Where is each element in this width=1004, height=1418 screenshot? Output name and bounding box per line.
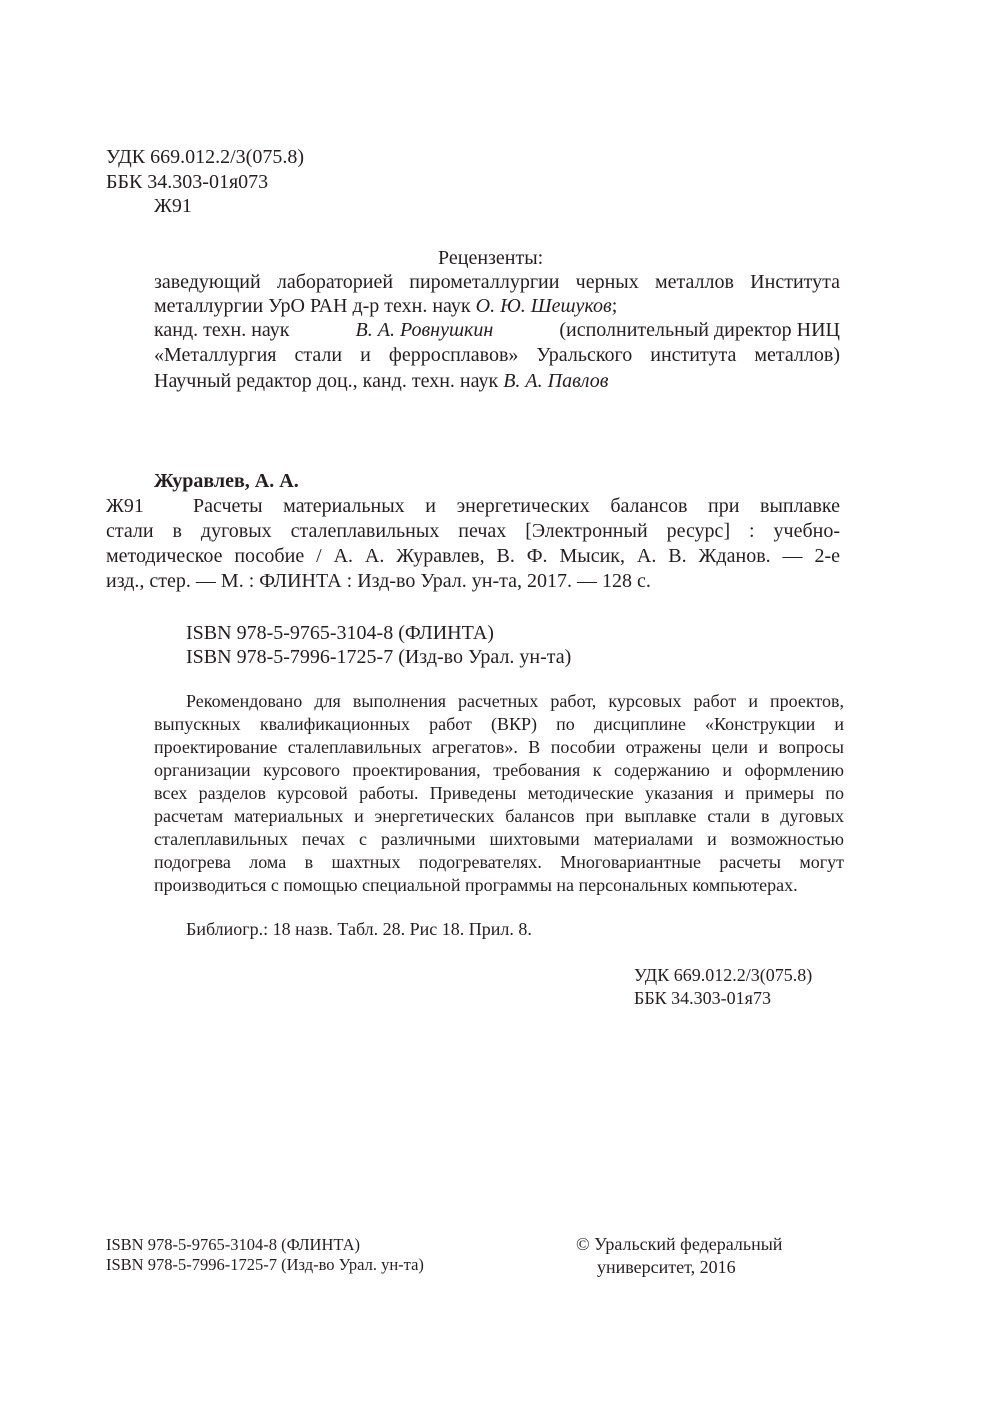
reviewer-line-1: заведующий лабораторией пирометаллургии черных металлов Института bbox=[154, 271, 840, 293]
author-mark: Ж91 bbox=[154, 195, 192, 217]
abstract-line: Рекомендовано для выполнения расчетных работ, курсовых работ и проектов, bbox=[186, 691, 844, 711]
reviewer-line-3-suffix: (исполнительный директор НИЦ bbox=[559, 319, 840, 341]
reviewer-line-3-prefix: канд. техн. наук bbox=[154, 319, 290, 341]
abstract-line: сталеплавильных печах с различными шихтовыми материалами и возможностью bbox=[154, 829, 844, 849]
catalog-desc-line-4: изд., стер. — М. : ФЛИНТА : Изд-во Урал. ун-та, 2017. — 128 с. bbox=[106, 570, 651, 592]
reviewer-line-2 bbox=[154, 294, 617, 318]
catalog-mark: Ж91 bbox=[106, 495, 144, 517]
abstract-line: организации курсового проектирования, требования к содержанию и оформлению bbox=[154, 760, 844, 780]
reviewer-line-2-suffix: ; bbox=[611, 295, 618, 317]
scientific-editor bbox=[154, 369, 608, 393]
reviewers-heading: Рецензенты: bbox=[438, 247, 544, 269]
abstract-line: подогрева лома в шахтных подогревателях. Многовариантные расчеты могут bbox=[154, 852, 844, 872]
udk-code-bottom: УДК 669.012.2/3(075.8) bbox=[634, 965, 813, 985]
abstract-line: расчетам материальных и энергетических балансов при выплавке стали в дуговых bbox=[154, 806, 844, 826]
editor-name: В. А. Павлов bbox=[503, 370, 609, 392]
catalog-isbn-2: ISBN 978-5-7996-1725-7 (Изд-во Урал. ун-та) bbox=[186, 646, 572, 668]
abstract-line: всех разделов курсовой работы. Приведены методические указания и примеры по bbox=[154, 783, 844, 803]
reviewer-name-rovnushkin: В. А. Ровнушкин bbox=[355, 319, 494, 341]
catalog-desc-line-3: методическое пособие / А. А. Журавлев, В. Ф. Мысик, А. В. Жданов. — 2-е bbox=[106, 545, 840, 567]
reviewer-line-2-prefix: металлургии УрО РАН д-р техн. наук bbox=[154, 295, 471, 317]
abstract-line: выпускных квалификационных работ (ВКР) по дисциплине «Конструкции и bbox=[154, 714, 844, 734]
copyright-line-2: университет, 2016 bbox=[597, 1257, 736, 1277]
reviewer-line-3 bbox=[154, 318, 840, 342]
abstract-line: производиться с помощью специальной программы на персональных компьютерах. bbox=[154, 875, 798, 895]
udk-code: УДК 669.012.2/3(075.8) bbox=[106, 146, 304, 168]
catalog-desc-line-2: стали в дуговых сталеплавильных печах [Электронный ресурс] : учебно- bbox=[106, 520, 840, 542]
reviewer-name-sheshukov: О. Ю. Шешуков bbox=[475, 295, 612, 317]
bibliography-note: Библиогр.: 18 назв. Табл. 28. Рис 18. Прил. 8. bbox=[186, 919, 532, 939]
catalog-isbn-1: ISBN 978-5-9765-3104-8 (ФЛИНТА) bbox=[186, 622, 494, 644]
reviewer-line-4: «Металлургия стали и ферросплавов» Уральского института металлов) bbox=[154, 344, 840, 366]
bbk-code-bottom: ББК 34.303-01я73 bbox=[634, 988, 771, 1008]
abstract-line: проектирование сталеплавильных агрегатов». В пособии отражены цели и вопросы bbox=[154, 737, 844, 757]
catalog-desc-line-1: Расчеты материальных и энергетических балансов при выплавке bbox=[193, 495, 840, 517]
catalog-author: Журавлев, А. А. bbox=[154, 470, 299, 492]
editor-prefix: Научный редактор доц., канд. техн. наук bbox=[154, 370, 499, 392]
footer-isbn-1: ISBN 978-5-9765-3104-8 (ФЛИНТА) bbox=[106, 1235, 361, 1254]
footer-isbn-2: ISBN 978-5-7996-1725-7 (Изд-во Урал. ун-та) bbox=[106, 1255, 424, 1274]
copyright-line-1: © Уральский федеральный bbox=[576, 1234, 783, 1254]
bbk-code: ББК 34.303-01я073 bbox=[106, 171, 269, 193]
